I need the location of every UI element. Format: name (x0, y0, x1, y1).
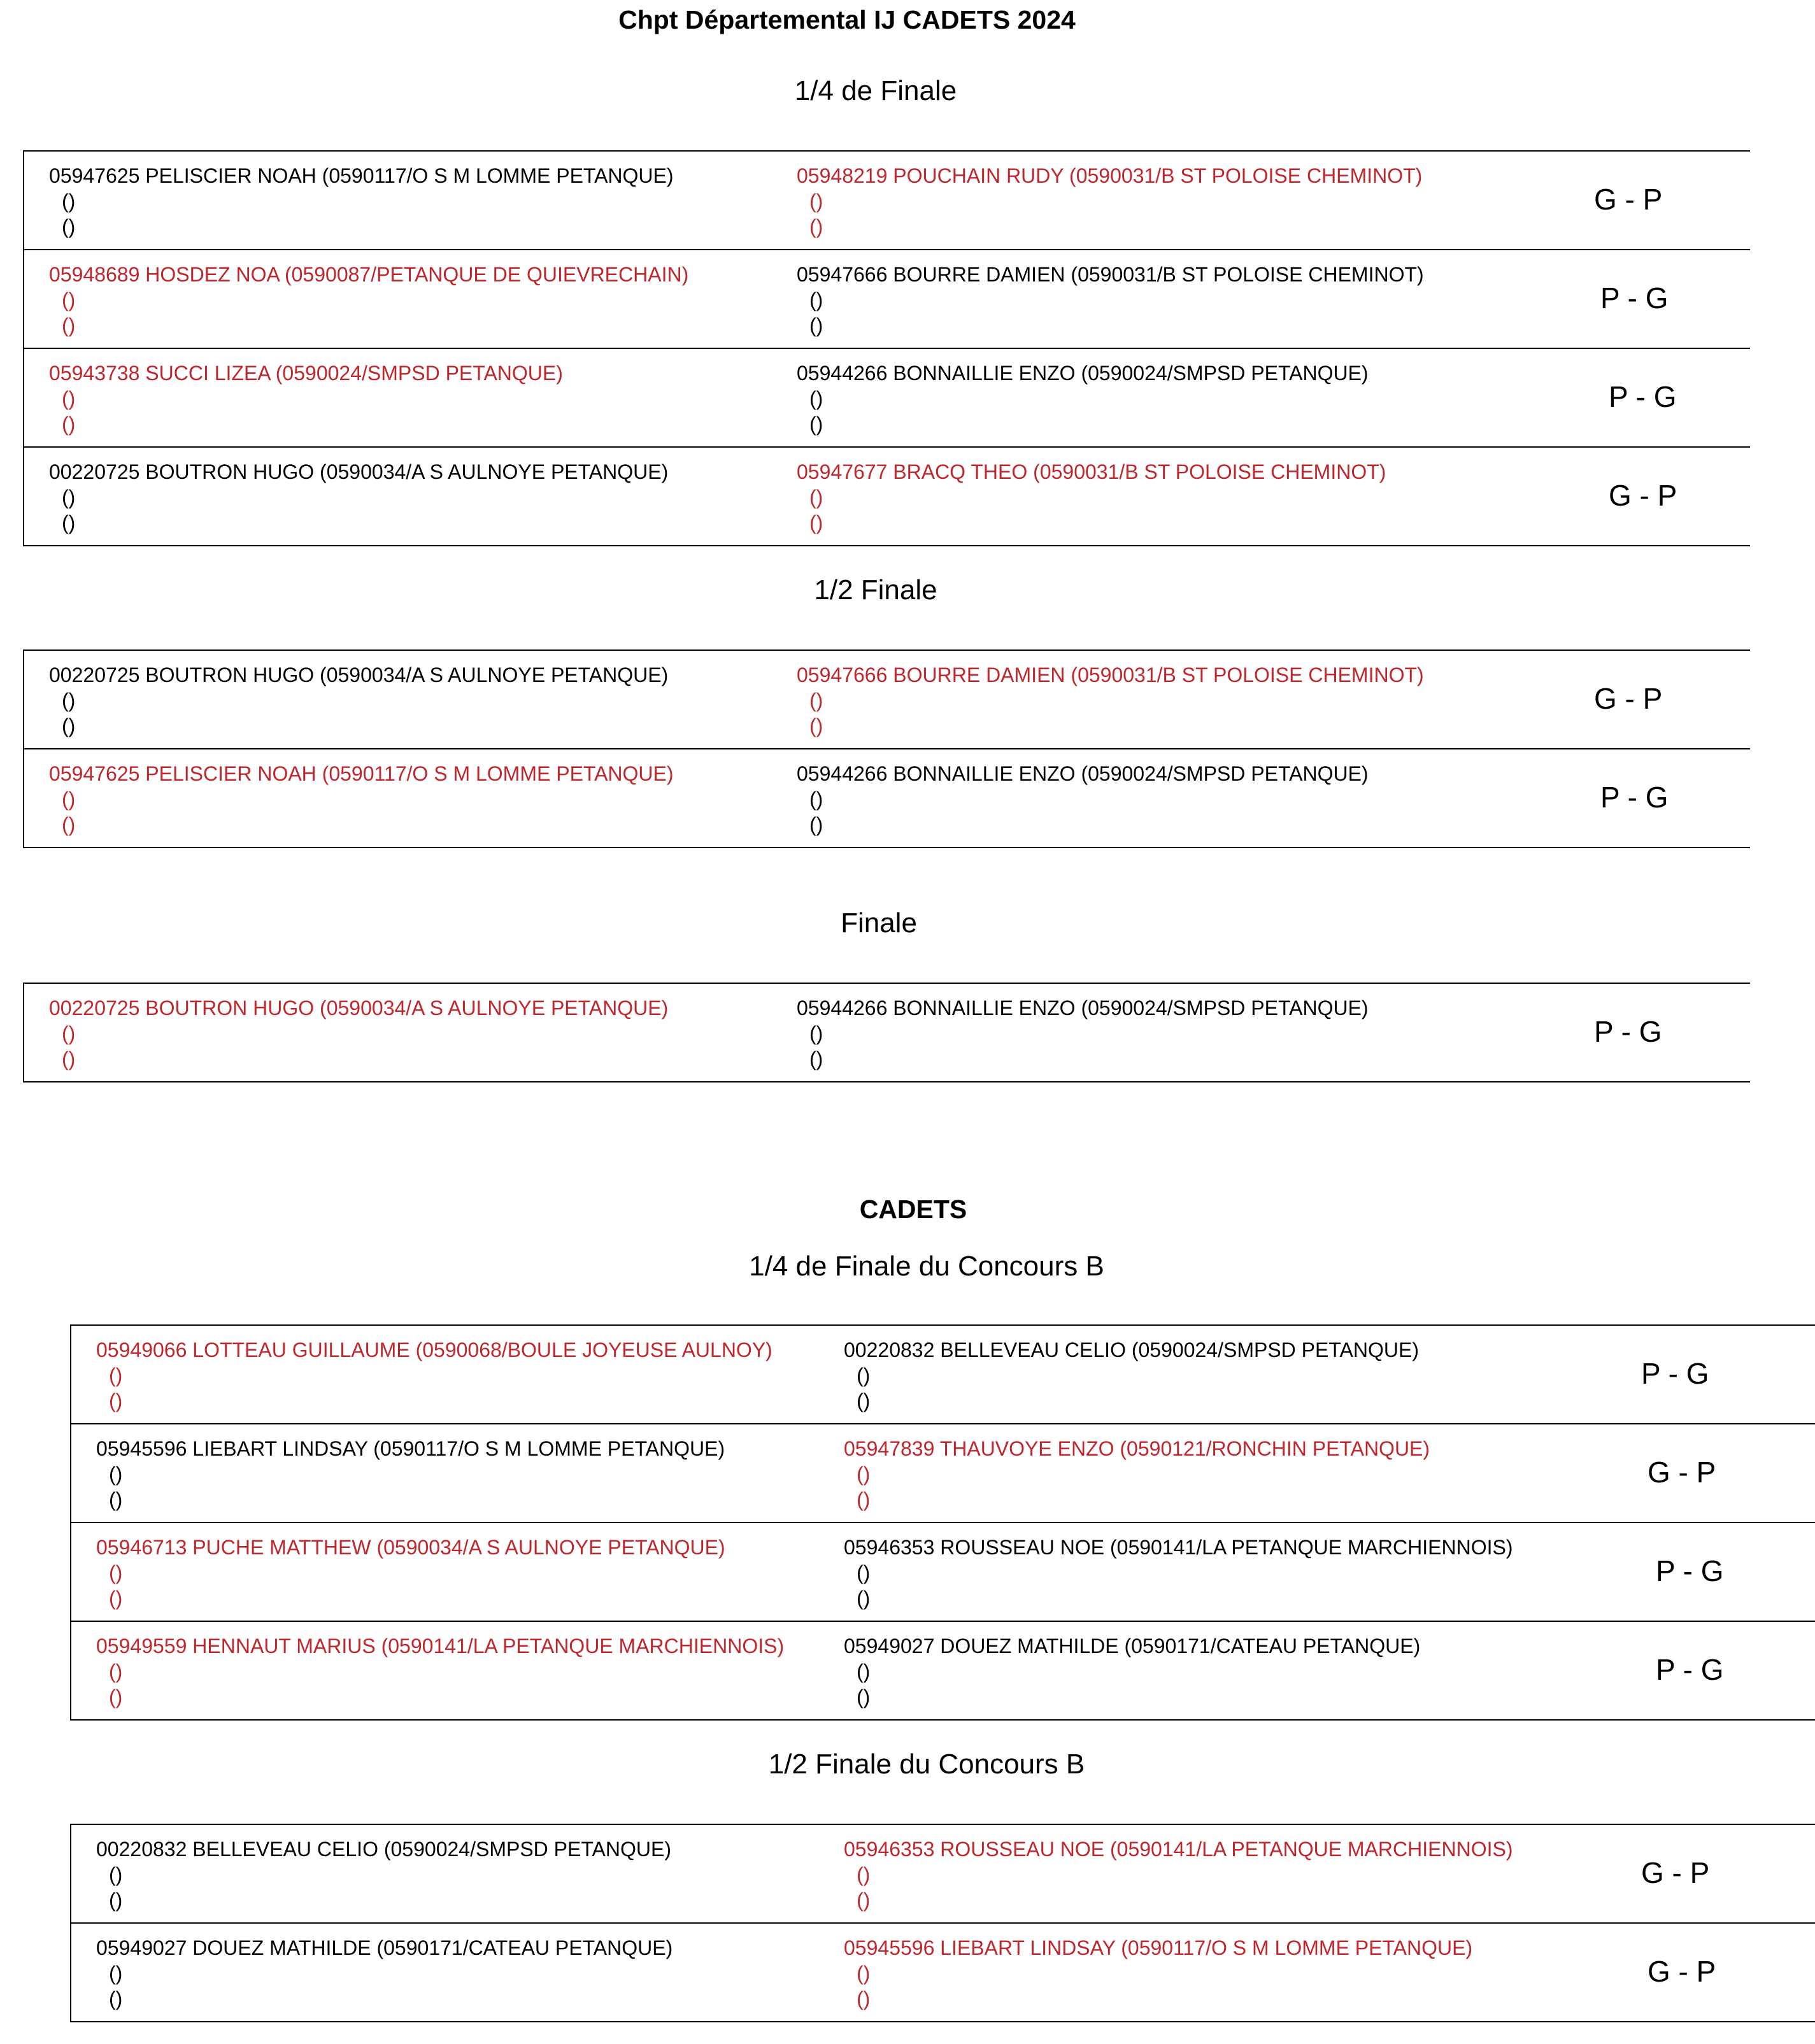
match-score: P - G (1600, 781, 1669, 814)
team-name: 05945596 LIEBART LINDSAY (0590117/O S M LOMME PETANQUE) (844, 1936, 1473, 1959)
bracket-b-quarterfinal (70, 1324, 1815, 1721)
team-detail: () (62, 314, 76, 337)
team-left (49, 761, 674, 837)
round-title-final: Finale (841, 907, 917, 939)
bracket-final (23, 983, 1750, 1082)
team-detail: () (62, 511, 76, 534)
match-score: P - G (1641, 1357, 1709, 1390)
team-detail: () (62, 714, 76, 737)
team-name: 00220725 BOUTRON HUGO (0590034/A S AULNOYE PETANQUE) (49, 664, 669, 686)
match-row (71, 1522, 1815, 1621)
team-detail: () (62, 215, 76, 238)
team-right (797, 995, 1369, 1072)
team-right (844, 1935, 1472, 2012)
team-left (49, 459, 668, 536)
match-score: G - P (1594, 682, 1663, 715)
team-detail: () (857, 1364, 871, 1387)
team-detail: () (857, 1389, 871, 1412)
team-detail: () (109, 1488, 123, 1511)
team-name: 05947666 BOURRE DAMIEN (0590031/B ST POLOISE CHEMINOT) (797, 263, 1424, 286)
team-detail: () (857, 1686, 871, 1708)
team-detail: () (109, 1863, 123, 1886)
team-detail: () (857, 1587, 871, 1610)
team-detail: () (809, 314, 823, 337)
team-detail: () (809, 1022, 823, 1045)
team-name: 05944266 BONNAILLIE ENZO (0590024/SMPSD PETANQUE) (797, 997, 1369, 1019)
team-left (96, 1535, 725, 1611)
team-right (797, 662, 1424, 739)
team-name: 05949027 DOUEZ MATHILDE (0590171/CATEAU PETANQUE) (96, 1936, 673, 1959)
team-right (844, 1337, 1419, 1414)
match-score: P - G (1656, 1554, 1724, 1587)
team-right (797, 459, 1386, 536)
team-left (96, 1337, 772, 1414)
team-right (797, 262, 1424, 338)
team-right (844, 1535, 1512, 1611)
team-detail: () (809, 190, 823, 213)
team-detail: () (809, 511, 823, 534)
team-detail: () (809, 788, 823, 811)
document-title: Chpt Départemental IJ CADETS 2024 (618, 5, 1076, 34)
team-detail: () (809, 689, 823, 712)
team-name: 05943738 SUCCI LIZEA (0590024/SMPSD PETANQUE) (49, 362, 563, 385)
team-detail: () (109, 1389, 123, 1412)
team-name: 05944266 BONNAILLIE ENZO (0590024/SMPSD PETANQUE) (797, 362, 1369, 385)
team-name: 05949027 DOUEZ MATHILDE (0590171/CATEAU PETANQUE) (844, 1635, 1421, 1657)
match-row (71, 1423, 1815, 1522)
team-name: 05949066 LOTTEAU GUILLAUME (0590068/BOULE JOYEUSE AULNOY) (96, 1338, 772, 1361)
team-name: 00220832 BELLEVEAU CELIO (0590024/SMPSD PETANQUE) (96, 1838, 671, 1861)
team-detail: () (62, 190, 76, 213)
round-title-semifinal: 1/2 Finale (814, 574, 937, 606)
team-detail: () (109, 1962, 123, 1985)
team-detail: () (62, 486, 76, 509)
team-detail: () (857, 1463, 871, 1486)
match-score: P - G (1594, 1015, 1662, 1048)
team-name: 00220832 BELLEVEAU CELIO (0590024/SMPSD PETANQUE) (844, 1338, 1419, 1361)
team-name: 05947839 THAUVOYE ENZO (0590121/RONCHIN PETANQUE) (844, 1437, 1430, 1460)
team-detail: () (62, 288, 76, 311)
team-right (844, 1633, 1420, 1710)
team-detail: () (857, 1962, 871, 1985)
match-row (24, 649, 1750, 748)
team-name: 05947666 BOURRE DAMIEN (0590031/B ST POLOISE CHEMINOT) (797, 664, 1424, 686)
team-right (844, 1436, 1430, 1512)
team-name: 05946353 ROUSSEAU NOE (0590141/LA PETANQUE MARCHIENNOIS) (844, 1838, 1513, 1861)
team-detail: () (62, 689, 76, 712)
team-name: 05948219 POUCHAIN RUDY (0590031/B ST POLOISE CHEMINOT) (797, 164, 1423, 187)
team-name: 05944266 BONNAILLIE ENZO (0590024/SMPSD PETANQUE) (797, 762, 1369, 785)
team-detail: () (109, 1364, 123, 1387)
team-left (96, 1436, 725, 1512)
team-detail: () (857, 1488, 871, 1511)
match-score: P - G (1656, 1653, 1724, 1686)
team-left (96, 1935, 673, 2012)
team-detail: () (109, 1660, 123, 1683)
team-detail: () (109, 1686, 123, 1708)
match-row (24, 348, 1750, 446)
team-detail: () (809, 288, 823, 311)
round-title-b-quarterfinal: 1/4 de Finale du Concours B (749, 1251, 1104, 1282)
match-score: P - G (1609, 380, 1677, 413)
team-right (797, 360, 1369, 437)
team-name: 05947625 PELISCIER NOAH (0590117/O S M LOMME PETANQUE) (49, 164, 674, 187)
team-detail: () (809, 813, 823, 836)
team-name: 05949559 HENNAUT MARIUS (0590141/LA PETANQUE MARCHIENNOIS) (96, 1635, 785, 1657)
team-detail: () (109, 1587, 123, 1610)
team-name: 05946713 PUCHE MATTHEW (0590034/A S AULNOYE PETANQUE) (96, 1536, 725, 1559)
team-detail: () (809, 486, 823, 509)
team-name: 00220725 BOUTRON HUGO (0590034/A S AULNOYE PETANQUE) (49, 997, 669, 1019)
match-score: G - P (1648, 1955, 1716, 1988)
team-right (797, 163, 1422, 239)
round-title-b-semifinal: 1/2 Finale du Concours B (768, 1749, 1085, 1780)
match-score: G - P (1594, 183, 1663, 216)
match-row (71, 1621, 1815, 1719)
match-row (24, 249, 1750, 348)
team-detail: () (62, 1022, 76, 1045)
team-detail: () (109, 1987, 123, 2010)
team-detail: () (62, 413, 76, 436)
match-score: G - P (1648, 1456, 1716, 1489)
team-detail: () (62, 813, 76, 836)
team-name: 05948689 HOSDEZ NOA (0590087/PETANQUE DE QUIEVRECHAIN) (49, 263, 689, 286)
team-detail: () (62, 788, 76, 811)
team-detail: () (109, 1561, 123, 1584)
team-left (49, 262, 688, 338)
team-name: 00220725 BOUTRON HUGO (0590034/A S AULNOYE PETANQUE) (49, 460, 669, 483)
match-row (24, 446, 1750, 545)
team-detail: () (809, 413, 823, 436)
match-row (24, 150, 1750, 249)
team-detail: () (857, 1561, 871, 1584)
bracket-b-semifinal (70, 1824, 1815, 2022)
team-detail: () (62, 1047, 76, 1070)
match-row (71, 1922, 1815, 2021)
team-name: 05945596 LIEBART LINDSAY (0590117/O S M LOMME PETANQUE) (96, 1437, 725, 1460)
team-name: 05946353 ROUSSEAU NOE (0590141/LA PETANQUE MARCHIENNOIS) (844, 1536, 1513, 1559)
team-name: 05947625 PELISCIER NOAH (0590117/O S M LOMME PETANQUE) (49, 762, 674, 785)
match-row (71, 1324, 1815, 1423)
match-score: G - P (1609, 479, 1677, 512)
team-detail: () (109, 1889, 123, 1912)
team-left (96, 1836, 671, 1913)
team-right (797, 761, 1369, 837)
team-detail: () (809, 215, 823, 238)
match-row (24, 748, 1750, 847)
team-left (49, 662, 668, 739)
team-detail: () (857, 1660, 871, 1683)
team-detail: () (809, 387, 823, 410)
team-name: 05947677 BRACQ THEO (0590031/B ST POLOISE CHEMINOT) (797, 460, 1386, 483)
bracket-quarterfinal (23, 150, 1750, 546)
concours-b-title: CADETS (859, 1195, 967, 1224)
team-left (49, 360, 563, 437)
team-left (49, 163, 674, 239)
bracket-semifinal (23, 649, 1750, 848)
team-left (96, 1633, 784, 1710)
team-detail: () (809, 714, 823, 737)
team-detail: () (62, 387, 76, 410)
match-row (24, 983, 1750, 1081)
team-detail: () (857, 1863, 871, 1886)
round-title-quarterfinal: 1/4 de Finale (794, 75, 957, 106)
team-detail: () (809, 1047, 823, 1070)
team-detail: () (857, 1889, 871, 1912)
team-left (49, 995, 668, 1072)
team-detail: () (857, 1987, 871, 2010)
match-score: P - G (1600, 281, 1669, 315)
match-row (71, 1824, 1815, 1922)
match-score: G - P (1641, 1856, 1710, 1889)
team-detail: () (109, 1463, 123, 1486)
team-right (844, 1836, 1512, 1913)
